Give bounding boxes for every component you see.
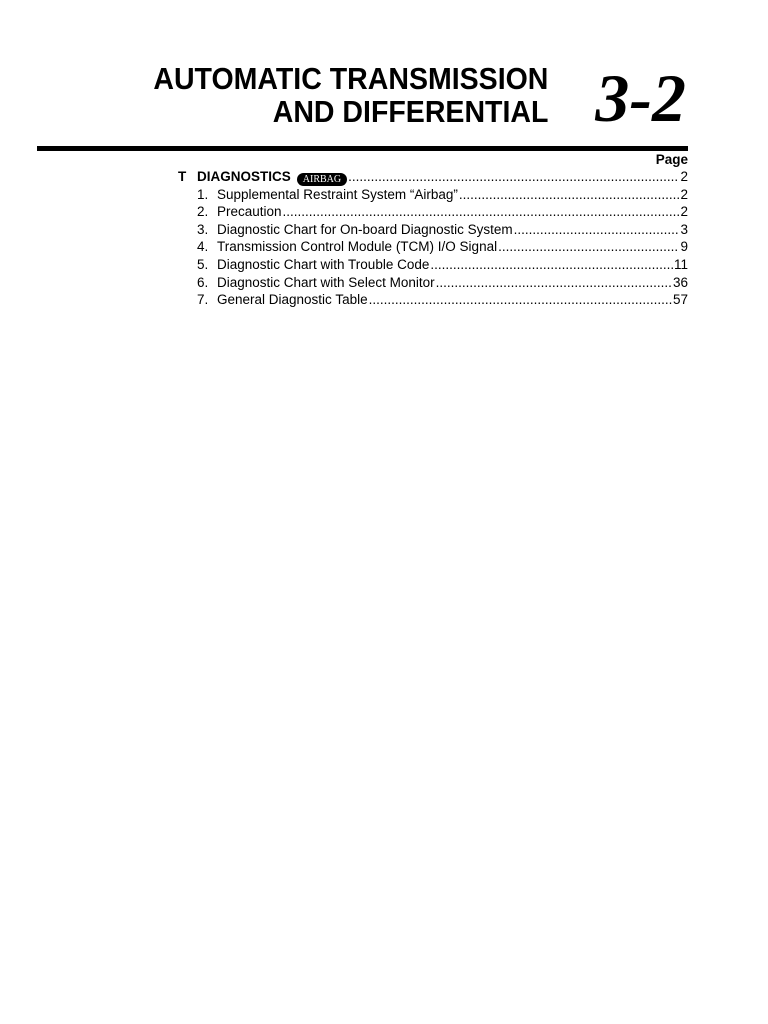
toc-item[interactable] (178, 221, 688, 239)
chapter-title-line-1: AUTOMATIC TRANSMISSION (152, 61, 548, 96)
toc-item-label: Diagnostic Chart for On-board Diagnostic System (217, 221, 513, 237)
toc-item-number: 7. (197, 292, 209, 308)
toc-item[interactable] (178, 274, 688, 292)
dot-leader (436, 274, 672, 292)
toc-page-number: 2 (680, 169, 688, 184)
toc-page-number: 57 (672, 292, 688, 308)
toc-section-letter: T (178, 169, 187, 184)
dot-leader (283, 203, 680, 221)
toc-item[interactable] (178, 256, 688, 274)
toc-item-number: 2. (197, 204, 209, 220)
toc-item-number: 5. (197, 256, 209, 272)
toc-item[interactable] (178, 186, 688, 204)
toc-item[interactable] (178, 291, 688, 309)
dot-leader (369, 291, 672, 309)
toc-page-number: 2 (680, 204, 688, 220)
dot-leader (430, 256, 673, 274)
toc-item[interactable] (178, 203, 688, 221)
toc-item-label: Diagnostic Chart with Trouble Code (217, 256, 430, 272)
toc-item-number: 4. (197, 239, 209, 255)
toc-item-number: 6. (197, 274, 209, 290)
toc-page-number: 2 (680, 186, 688, 202)
header-divider (37, 146, 688, 151)
page-column-header: Page (655, 152, 688, 167)
toc-item-label: Supplemental Restraint System “Airbag” (217, 186, 458, 202)
toc-page-number: 36 (672, 274, 688, 290)
toc-page-number: 9 (680, 239, 688, 255)
toc-page-number: 11 (673, 256, 688, 272)
toc-item-label: Diagnostic Chart with Select Monitor (217, 274, 435, 290)
toc-section-diagnostics[interactable] (178, 168, 688, 186)
chapter-title (153, 62, 548, 128)
toc-page-number: 3 (680, 221, 688, 237)
table-of-contents (178, 168, 688, 309)
section-number: 3-2 (595, 60, 686, 136)
chapter-title-line-2: AND DIFFERENTIAL (272, 94, 548, 129)
toc-item-label: Precaution (217, 204, 282, 220)
dot-leader (348, 168, 679, 186)
toc-item-label: General Diagnostic Table (217, 292, 368, 308)
toc-item[interactable] (178, 238, 688, 256)
dot-leader (514, 221, 680, 239)
toc-item-label: Transmission Control Module (TCM) I/O Signal (217, 239, 498, 255)
toc-section-label: DIAGNOSTICS (197, 169, 291, 184)
dot-leader (459, 186, 680, 204)
dot-leader (498, 238, 679, 256)
toc-item-number: 3. (197, 221, 209, 237)
toc-item-number: 1. (197, 186, 209, 202)
airbag-badge-icon: AIRBAG (297, 173, 347, 186)
